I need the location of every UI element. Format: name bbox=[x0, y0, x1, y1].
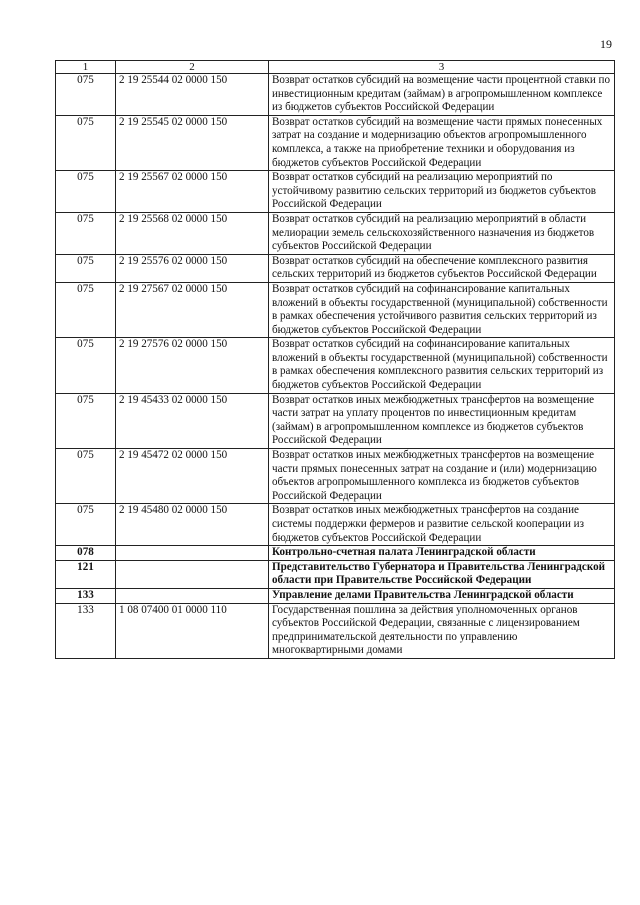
description-cell: Возврат остатков субсидий на софинансирование капитальных вложений в объекты государственной (муниципальной) собственности в рамках обеспечения комплексного развития сельских территорий из бюджетов субъектов Российской Федерации bbox=[269, 338, 615, 393]
table-row bbox=[56, 254, 615, 282]
table-row bbox=[56, 588, 615, 603]
description-cell: Возврат остатков субсидий на обеспечение комплексного развития сельских территорий из бюджетов субъектов Российской Федерации bbox=[269, 254, 615, 282]
code-cell: 075 bbox=[56, 254, 116, 282]
column-header: 1 bbox=[56, 61, 116, 74]
code-cell: 075 bbox=[56, 338, 116, 393]
code-cell: 075 bbox=[56, 449, 116, 504]
table-row bbox=[56, 546, 615, 561]
kbk-cell: 2 19 25576 02 0000 150 bbox=[116, 254, 269, 282]
description-cell: Возврат остатков иных межбюджетных трансфертов на создание системы поддержки фермеров и развитие сельской кооперации из бюджетов субъектов Российской Федерации bbox=[269, 504, 615, 546]
description-cell: Контрольно-счетная палата Ленинградской области bbox=[269, 546, 615, 561]
table-header-row bbox=[56, 61, 615, 74]
table-row bbox=[56, 603, 615, 658]
kbk-cell: 2 19 27576 02 0000 150 bbox=[116, 338, 269, 393]
code-cell: 075 bbox=[56, 504, 116, 546]
code-cell: 075 bbox=[56, 282, 116, 337]
description-cell: Возврат остатков иных межбюджетных трансфертов на возмещение части прямых понесенных затрат на создание и (или) модернизацию объектов агропромышленного комплекса из бюджетов субъектов Российской Федерации bbox=[269, 449, 615, 504]
table-row bbox=[56, 504, 615, 546]
description-cell: Возврат остатков иных межбюджетных трансфертов на возмещение части затрат на уплату процентов по инвестиционным кредитам (займам) в агропромышленном комплексе из бюджетов субъектов Российской Федерации bbox=[269, 393, 615, 448]
description-cell: Государственная пошлина за действия уполномоченных органов субъектов Российской Федерации, связанные с лицензированием предпринимательской деятельности по управлению многоквартирными домами bbox=[269, 603, 615, 658]
table-row bbox=[56, 115, 615, 170]
code-cell: 078 bbox=[56, 546, 116, 561]
table-row bbox=[56, 393, 615, 448]
description-cell: Представительство Губернатора и Правительства Ленинградской области при Правительстве Российской Федерации bbox=[269, 560, 615, 588]
kbk-cell: 2 19 45433 02 0000 150 bbox=[116, 393, 269, 448]
description-cell: Возврат остатков субсидий на возмещение части прямых понесенных затрат на создание и модернизацию объектов агропромышленного комплекса, а также на приобретение техники и оборудования из бюджетов субъектов Российской Федерации bbox=[269, 115, 615, 170]
code-cell: 075 bbox=[56, 74, 116, 116]
code-cell: 075 bbox=[56, 171, 116, 213]
description-cell: Возврат остатков субсидий на реализацию мероприятий по устойчивому развитию сельских территорий из бюджетов субъектов Российской Федерации bbox=[269, 171, 615, 213]
kbk-cell: 2 19 25568 02 0000 150 bbox=[116, 212, 269, 254]
code-cell: 133 bbox=[56, 603, 116, 658]
table-row bbox=[56, 560, 615, 588]
kbk-cell: 2 19 45472 02 0000 150 bbox=[116, 449, 269, 504]
table-row bbox=[56, 171, 615, 213]
table-row bbox=[56, 338, 615, 393]
budget-codes-table bbox=[55, 60, 615, 659]
kbk-cell: 2 19 25545 02 0000 150 bbox=[116, 115, 269, 170]
description-cell: Возврат остатков субсидий на софинансирование капитальных вложений в объекты государственной (муниципальной) собственности в рамках обеспечения устойчивого развития сельских территорий из бюджетов субъектов Российской Федерации bbox=[269, 282, 615, 337]
column-header: 3 bbox=[269, 61, 615, 74]
kbk-cell: 2 19 25544 02 0000 150 bbox=[116, 74, 269, 116]
table-row bbox=[56, 212, 615, 254]
page-number: 19 bbox=[600, 37, 612, 51]
code-cell: 121 bbox=[56, 560, 116, 588]
code-cell: 133 bbox=[56, 588, 116, 603]
code-cell: 075 bbox=[56, 212, 116, 254]
description-cell: Управление делами Правительства Ленинградской области bbox=[269, 588, 615, 603]
table-row bbox=[56, 449, 615, 504]
kbk-cell bbox=[116, 588, 269, 603]
kbk-cell bbox=[116, 546, 269, 561]
code-cell: 075 bbox=[56, 115, 116, 170]
column-header: 2 bbox=[116, 61, 269, 74]
description-cell: Возврат остатков субсидий на реализацию мероприятий в области мелиорации земель сельскохозяйственного назначения из бюджетов субъектов Российской Федерации bbox=[269, 212, 615, 254]
kbk-cell: 2 19 27567 02 0000 150 bbox=[116, 282, 269, 337]
code-cell: 075 bbox=[56, 393, 116, 448]
table-row bbox=[56, 282, 615, 337]
description-cell: Возврат остатков субсидий на возмещение части процентной ставки по инвестиционным кредитам (займам) в агропромышленном комплексе из бюджетов субъектов Российской Федерации bbox=[269, 74, 615, 116]
kbk-cell bbox=[116, 560, 269, 588]
kbk-cell: 2 19 25567 02 0000 150 bbox=[116, 171, 269, 213]
kbk-cell: 1 08 07400 01 0000 110 bbox=[116, 603, 269, 658]
kbk-cell: 2 19 45480 02 0000 150 bbox=[116, 504, 269, 546]
table-row bbox=[56, 74, 615, 116]
